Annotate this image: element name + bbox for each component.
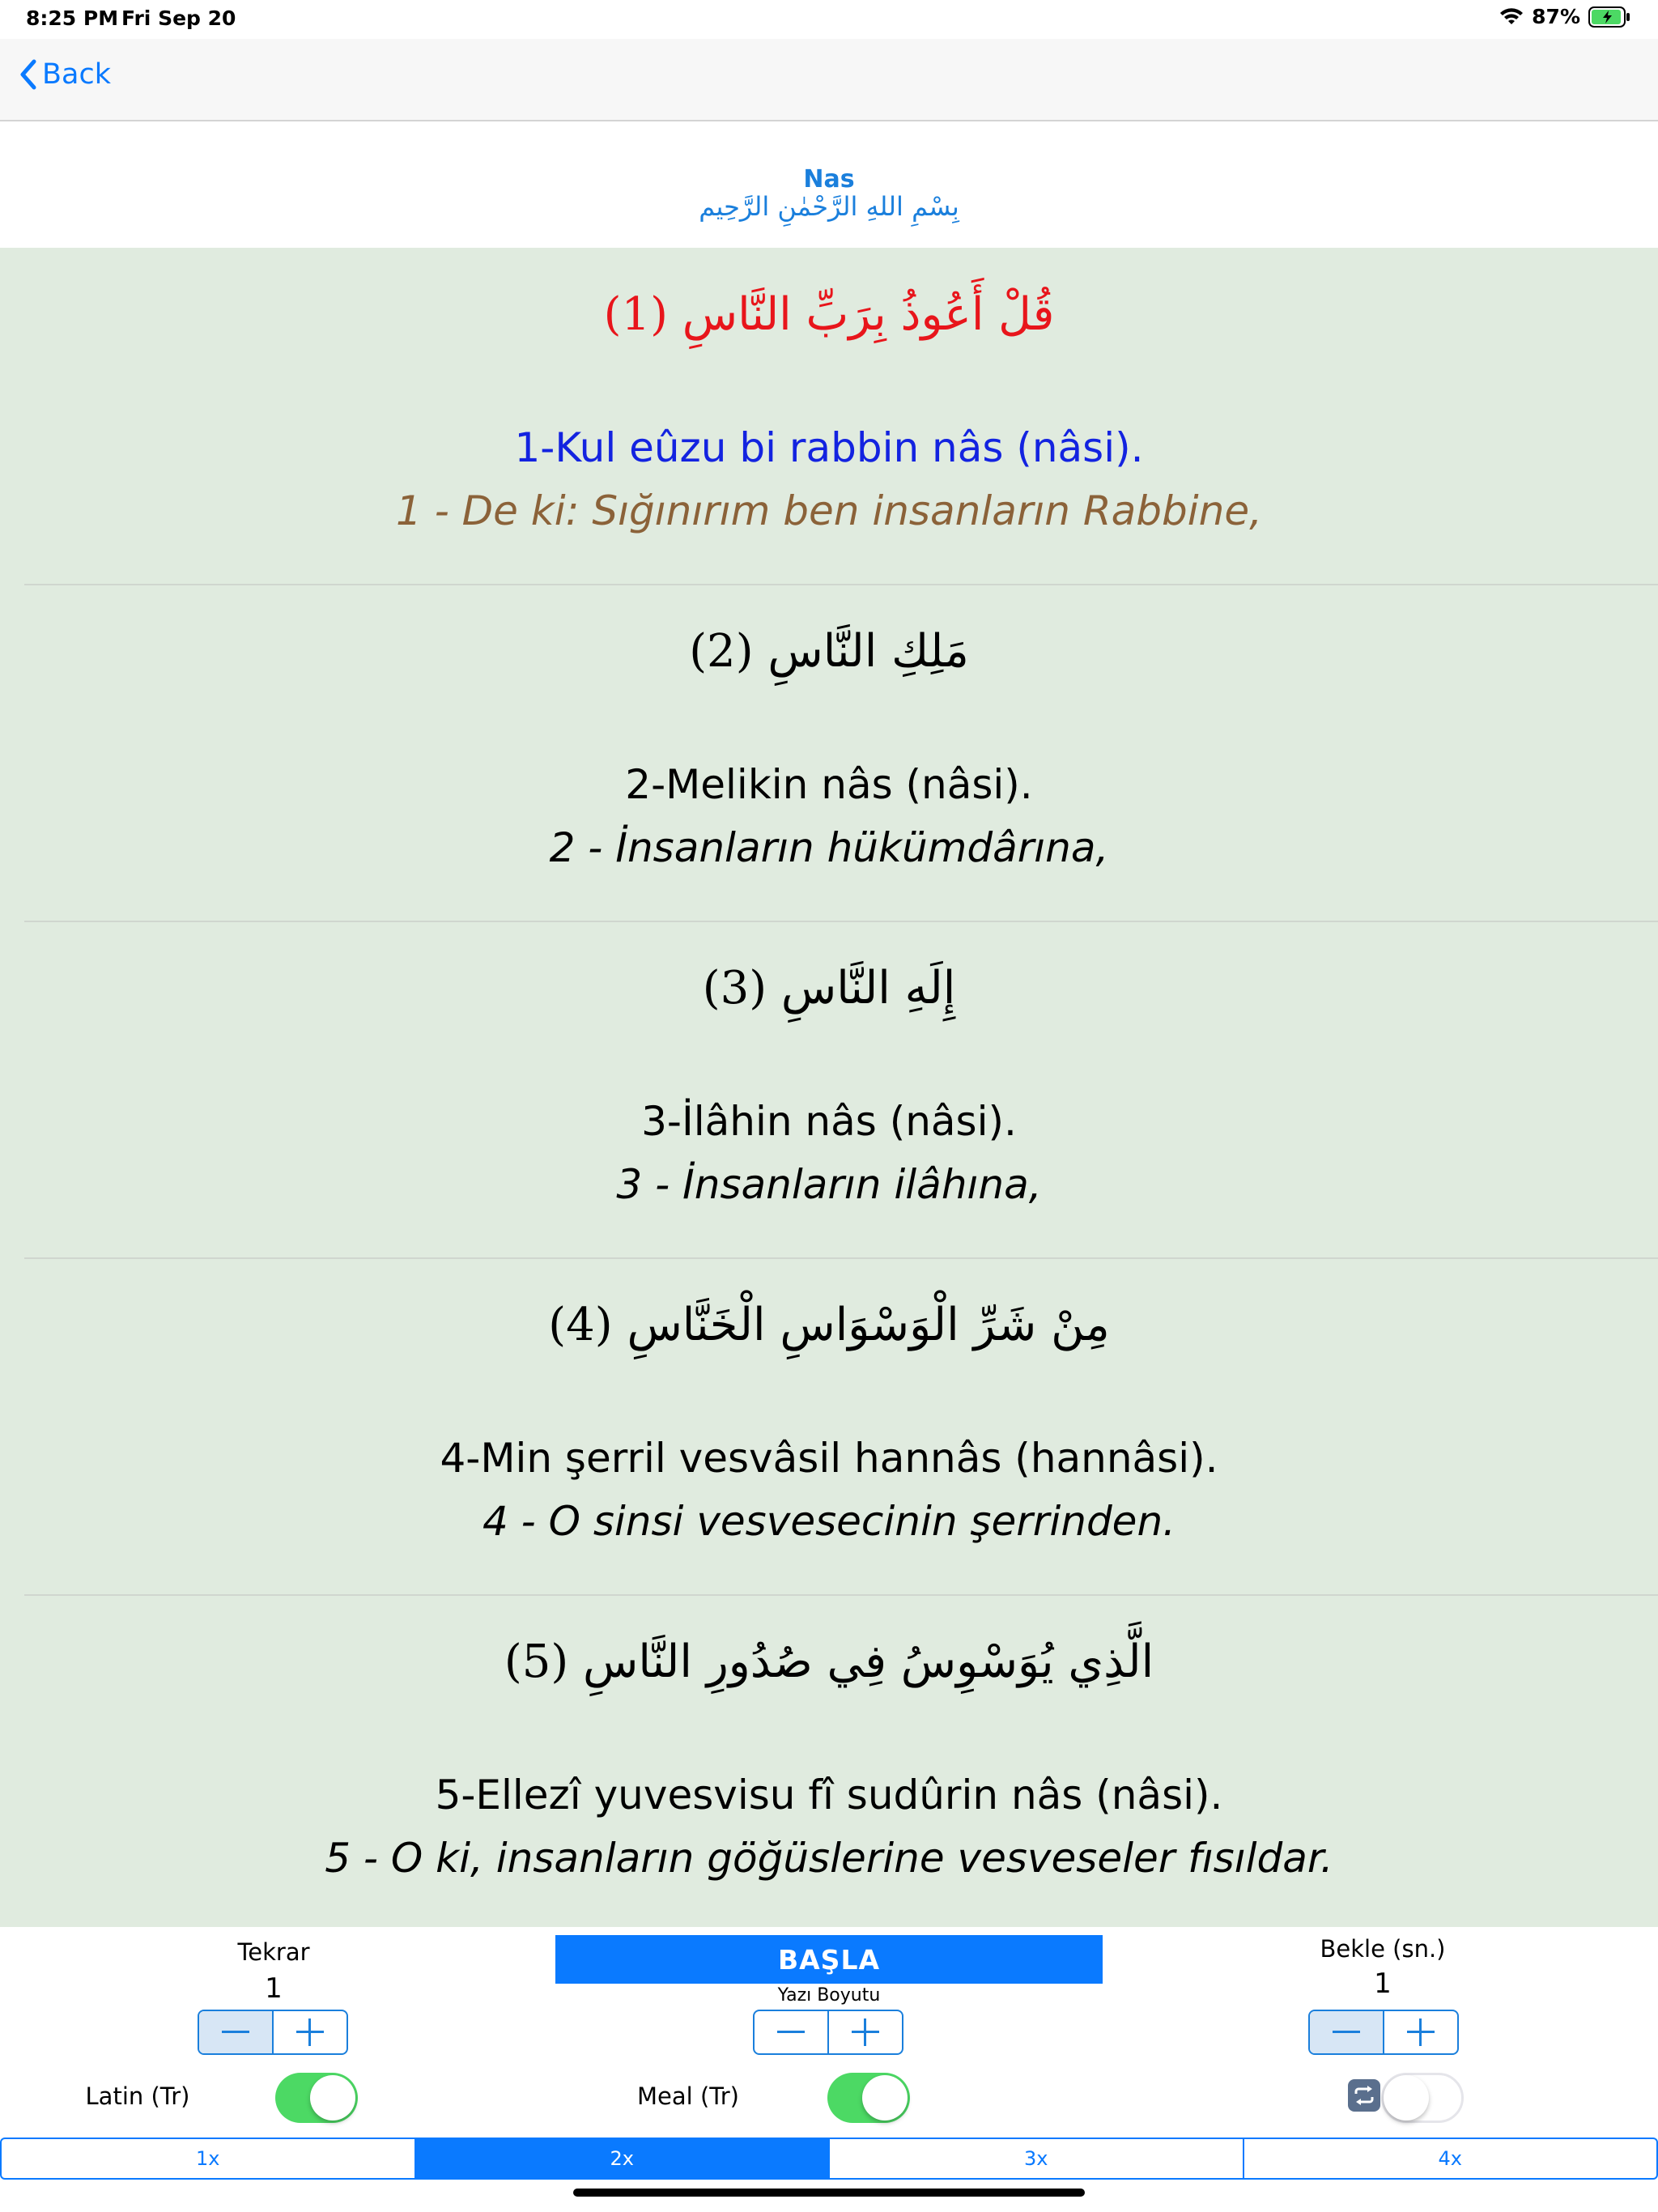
latin-toggle[interactable]: [275, 2073, 358, 2123]
status-time: 8:25 PM: [26, 6, 119, 30]
verse-arabic: الَّذِي يُوَسْوِسُ فِي صُدُورِ النَّاسِ (5): [504, 1636, 1154, 1688]
bekle-label: Bekle (sn.): [1320, 1935, 1446, 1963]
verse-arabic: مَلِكِ النَّاسِ (2): [689, 625, 969, 678]
bekle-decrement-button[interactable]: [1310, 2011, 1383, 2053]
font-size-label: Yazı Boyutu: [777, 1985, 881, 2006]
bekle-increment-button[interactable]: [1383, 2011, 1457, 2053]
speed-segmented-control[interactable]: [0, 2138, 1658, 2180]
battery-icon: [1588, 6, 1630, 28]
verse-row[interactable]: [0, 585, 1658, 921]
meal-toggle[interactable]: [827, 2073, 910, 2123]
verse-row[interactable]: [0, 1258, 1658, 1595]
back-label: Back: [42, 58, 111, 91]
verse-row[interactable]: [0, 921, 1658, 1258]
verse-meal: 3 - İnsanların ilâhına,: [616, 1161, 1042, 1208]
surah-title: Nas: [803, 165, 855, 194]
plus-icon: [1407, 2018, 1435, 2046]
repeat-icon: [1348, 2079, 1380, 2112]
plus-icon: [852, 2018, 879, 2046]
verse-meal: 1 - De ki: Sığınırım ben insanların Rabbine,: [396, 487, 1262, 534]
toggle-knob: [1384, 2075, 1429, 2121]
tekrar-label: Tekrar: [237, 1938, 310, 1966]
verse-latin: 4-Min şerril vesvâsil hannâs (hannâsi).: [440, 1435, 1218, 1482]
verse-latin: 2-Melikin nâs (nâsi).: [625, 761, 1033, 808]
verse-arabic: إِلَهِ النَّاسِ (3): [702, 962, 956, 1015]
repeat-toggle[interactable]: [1381, 2073, 1464, 2123]
bekle-stepper[interactable]: [1308, 2010, 1459, 2055]
tekrar-decrement-button[interactable]: [199, 2011, 272, 2053]
wifi-icon: [1499, 8, 1524, 26]
verse-meal: 2 - İnsanların hükümdârına,: [549, 824, 1109, 871]
verse-latin: 3-İlâhin nâs (nâsi).: [641, 1098, 1017, 1145]
font-size-increment-button[interactable]: [827, 2011, 902, 2053]
status-date: Fri Sep 20: [121, 6, 236, 30]
tekrar-value: 1: [265, 1972, 283, 2005]
navigation-bar: [0, 39, 1658, 121]
back-button[interactable]: [18, 58, 111, 91]
verse-row[interactable]: [0, 1595, 1658, 1932]
verse-row[interactable]: [0, 248, 1658, 585]
toggle-knob: [310, 2075, 355, 2121]
font-size-decrement-button[interactable]: [755, 2011, 827, 2053]
verse-latin: 1-Kul eûzu bi rabbin nâs (nâsi).: [514, 424, 1144, 471]
surah-header: [0, 121, 1658, 248]
minus-icon: [777, 2031, 805, 2034]
tekrar-increment-button[interactable]: [272, 2011, 346, 2053]
speed-4x[interactable]: 4x: [1243, 2139, 1657, 2178]
battery-percent: 87%: [1532, 5, 1580, 28]
minus-icon: [1333, 2031, 1360, 2034]
start-button[interactable]: BAŞLA: [555, 1935, 1103, 1984]
plus-icon: [296, 2018, 324, 2046]
speed-2x[interactable]: 2x: [414, 2139, 829, 2178]
verse-latin: 5-Ellezî yuvesvisu fî sudûrin nâs (nâsi).: [435, 1772, 1223, 1819]
playback-controls: [0, 1927, 1658, 2212]
meal-toggle-label: Meal (Tr): [637, 2082, 739, 2110]
font-size-stepper[interactable]: [753, 2010, 903, 2055]
speed-1x[interactable]: 1x: [196, 2147, 220, 2170]
status-bar: [0, 0, 1658, 39]
verse-arabic: قُلْ أَعُوذُ بِرَبِّ النَّاسِ (1): [603, 288, 1055, 341]
chevron-left-icon: [18, 58, 37, 91]
bismillah: بِسْمِ اللهِ الرَّحْمٰنِ الرَّحِيم: [699, 191, 959, 222]
latin-toggle-label: Latin (Tr): [85, 2082, 190, 2110]
toggle-knob: [862, 2075, 908, 2121]
speed-3x[interactable]: 3x: [828, 2139, 1243, 2178]
bekle-value: 1: [1374, 1967, 1392, 2000]
minus-icon: [222, 2031, 249, 2034]
tekrar-stepper[interactable]: [198, 2010, 348, 2055]
verse-list[interactable]: [0, 248, 1658, 1927]
verse-meal: 5 - O ki, insanların göğüslerine vesveseler fısıldar.: [325, 1835, 1333, 1882]
status-right: [1499, 5, 1630, 28]
verse-meal: 4 - O sinsi vesvesecinin şerrinden.: [482, 1498, 1176, 1545]
home-indicator[interactable]: [573, 2189, 1085, 2197]
verse-arabic: مِنْ شَرِّ الْوَسْوَاسِ الْخَنَّاسِ (4): [548, 1299, 1110, 1351]
